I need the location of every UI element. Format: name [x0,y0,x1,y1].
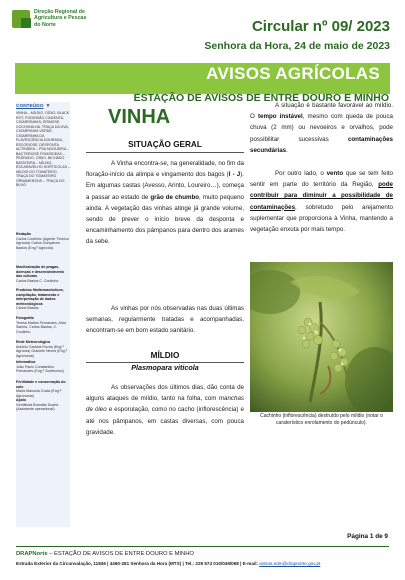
credit-title: Fertilidade e conservação do solo [16,380,66,389]
text-run: contaminações secundárias [250,135,393,154]
credit-block [16,360,70,374]
circular-number: Circular nº 09/ 2023 [251,18,390,35]
text-run: , sobretudo pelo arejamento suplementar que proporciona à Vinha, mantendo a vegetação enxuta por mais tempo. [250,203,393,234]
credit-block [16,340,70,358]
credit-title: Fotografia [16,316,34,320]
text-run: tempo instável [257,113,303,121]
footer-address: Estrada Exterior da Circunvalação, 11846 | 4460-281 Senhora da Hora (MTS) | Tel.: 229 574 010/049/068 | E-mail: avisos.edm@drapnorte.gov.pt [16,561,321,566]
circular-date: Senhora da Hora, 24 de maio de 2023 [204,40,390,52]
credit-title: Informática [16,360,36,364]
station-name: ESTAÇÃO DE AVISOS DE ENTRE DOURO E MINHO [133,92,389,104]
credit-body: António Saraiva Rocha (Eng.º Agrícola) Graciete Neves (Eng.º Agrónoma) [16,344,68,358]
photo-inflorescence [250,262,393,412]
credit-title: Monitorização de pragas, doenças e desenvolvimento das culturas [16,265,64,278]
credit-block [16,232,70,250]
paragraph-mildio-1 [86,382,244,438]
paragraph-mildio-3 [250,168,393,235]
contents-heading: CONTEÚDO ▼ [16,103,51,109]
text-run: Por outro lado, o [275,170,327,177]
credit-body: Carlos Coutinho (Agente Técnico Agrícola) Carlos Gonçalves Bastos (Eng.º Agrícola) [16,236,69,250]
credit-title: Produtos fitofarmacêuticos, compilação, tratamento e interpretação de dados meteorológicos [16,288,64,306]
paragraph-general-2: As vinhas por nós observadas nas duas últimas semanas, regularmente tratadas e acompanhadas, encontram-se em bom estado sanitário. [86,305,244,335]
credit-block [16,380,70,398]
drapn-logo [10,8,108,32]
credit-title: Apoio [16,398,27,402]
credit-title: Rede Meteorológica [16,340,51,344]
text-run: I - J [228,171,241,179]
text-run: . [286,146,288,154]
arrow-down-icon: ▼ [45,103,51,109]
text-run: manchas de óleo [86,395,244,414]
credit-title: Redação [16,232,31,236]
heading-mildio: MÍLDIO [150,351,180,360]
credit-body: Teresa Mattos Fernandes, Artur Santos, Carlos Bastos, C. Coutinho [16,320,67,334]
paragraph-general-1 [86,158,244,248]
text-run: vento [326,170,344,177]
photo-caption: Cachinho (inflorescência) destruído pelo míldio (notar o caraterístico enrolamento do pedúnculo). [260,413,383,426]
credit-block [16,398,70,412]
photo-image [250,262,393,412]
page-number: Página 1 de 9 [347,533,388,540]
credit-body: João Paulo Constantino Fernandes (Eng.º Zootécnico) [16,364,64,373]
contents-list: VINHA – MÍLDIO, OÍDIO, BLACK ROT, PODRIDÃO CINZENTA, CIGARRINHAS, ERINOSE, COCHONILHA, TRAÇA DA UVA, CIGARRINHA VERDE, CIGARRINHA DA FLAVESCÊNCIA DOURADA, ESCORIOSE, DESPONTA ACTINÍDEA – PSA NOGUEIRA – BACTERIOSE POMÓIDEAS – PEDRADO, OÍDIO, BICHADO BATATEIRA – MÍLDIO, ESCARAVELHO HORTÍCOLAS – MÍLDIO DO TOMATEIRO, TRAÇA DO TOMATEIRO ORNAMENTAIS – TRAÇA DO BUXO [16,111,70,187]
credit-block [16,265,70,283]
sidebar [16,102,70,527]
banner-title: AVISOS AGRÍCOLAS [206,64,380,83]
credit-block [16,316,70,334]
footer-email-link[interactable]: avisos.edm@drapnorte.gov.pt [259,561,321,566]
heading-situacao-geral: SITUAÇÃO GERAL [128,140,202,149]
heading-rule [86,152,244,153]
text-run: e esporulação, como no cacho (inflorescência) e até nos pâmpanos, em castas diversas, com pouca gravidade. [86,406,244,436]
text-run: que se tem feito sentir em parte do território da Região, [250,170,394,189]
text-run: ). Em algumas castas (Avesso, Arinto, Loureiro…), começa a passar ao estado de [86,171,244,201]
logo-text: Direção Regional de Agricultura e Pescas do Norte [34,9,87,28]
text-run: , muito pequeno ainda. A vegetação das vinhas atinge já grande volume, sendo de prever o início breve da desponta e encaminhamento dos pâmpanos para dentro dos arames da sebe. [86,193,244,246]
credit-body: Maria Manuela Costa (Eng.ª Agrónoma) [16,389,62,398]
mildio-scientific-name: Plasmopara viticola [131,363,199,372]
text-run: , mesmo com queda de pouca chuva (2 mm) ou nevoeiros e orvalhos, pode possibilitar sucessivas [250,113,393,143]
credit-body: Carlos Bastos C. Coutinho [16,278,59,283]
credit-body: Gentilinda Brandão Duarte (Assistente operacional) [16,402,59,411]
text-run: A Vinha encontra-se, na generalidade, no fim da floração-início da alimpa e vingamento dos bagos ( [86,160,244,179]
section-title-vinha: VINHA [108,106,171,128]
text-run: pode contribuir para diminuir a possibilidade de contaminações [250,181,393,211]
footer-organization: DRAPNorte – ESTAÇÃO DE AVISOS DE ENTRE DOURO E MINHO [16,551,194,557]
text-run: As observações dos últimos dias, dão conta de alguns ataques de míldio, tanto na folha, com [86,384,244,403]
paragraph-mildio-2 [250,100,393,156]
footer-rule [16,546,389,547]
credit-block [16,288,70,311]
text-run: grão de chumbo [150,193,200,201]
text-run: A situação é bastante favorável ao míldio. O [250,102,393,121]
credit-body: Carlos Bastos [16,306,39,310]
